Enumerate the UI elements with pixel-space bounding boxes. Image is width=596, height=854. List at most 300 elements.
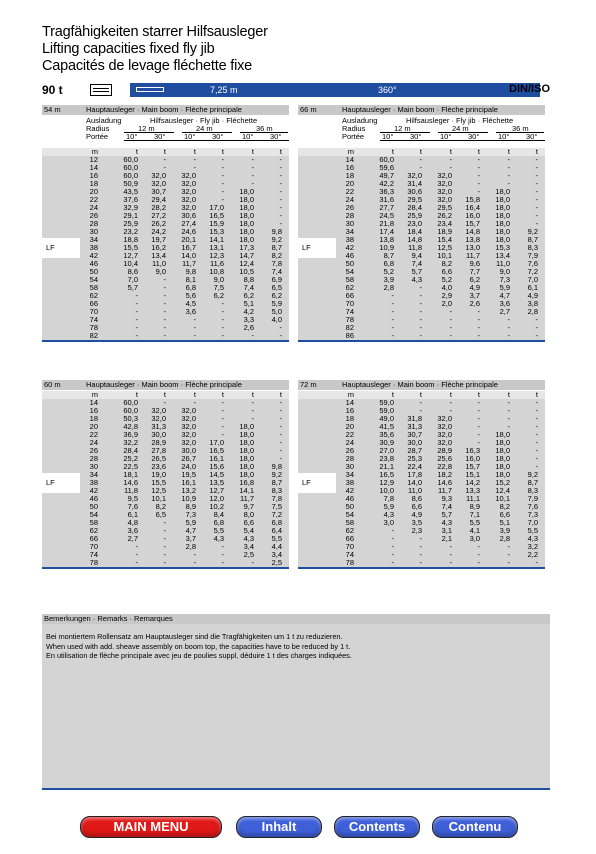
- capacity-cell: -: [163, 558, 166, 567]
- capacity-cell: 32,0: [151, 171, 166, 180]
- capacity-cell: 5,1: [499, 518, 510, 527]
- capacity-cell: 4,7: [499, 291, 510, 300]
- capacity-cell: 32,0: [437, 422, 452, 431]
- capacity-cell: -: [163, 163, 166, 172]
- outrigger-icon: [90, 84, 112, 96]
- capacity-cell: 16,0: [465, 454, 480, 463]
- jib-length: 36 m: [256, 124, 273, 133]
- capacity-cell: 42,2: [379, 179, 394, 188]
- capacity-cell: 15,1: [465, 470, 480, 479]
- capacity-cell: 3,3: [243, 315, 254, 324]
- capacity-cell: -: [391, 526, 394, 535]
- unit-label: t: [419, 390, 422, 399]
- capacity-cell: 18,0: [239, 227, 254, 236]
- capacity-cell: 7,0: [527, 275, 538, 284]
- capacity-cell: 3,9: [499, 526, 510, 535]
- capacity-cell: 12,7: [209, 486, 224, 495]
- capacity-cell: 32,0: [181, 430, 196, 439]
- capacity-cell: 2,7: [499, 307, 510, 316]
- portee-label: Portée: [342, 132, 365, 141]
- capacity-cell: -: [477, 414, 480, 423]
- capacity-cell: 50,9: [123, 179, 138, 188]
- capacity-cell: 60,0: [123, 163, 138, 172]
- capacity-cell: -: [221, 430, 224, 439]
- divider: [240, 132, 288, 133]
- capacity-cell: 32,0: [181, 195, 196, 204]
- radius-cell: 62: [345, 283, 354, 292]
- capacity-cell: 9,8: [271, 227, 282, 236]
- radius-cell: 28: [89, 219, 98, 228]
- radius-cell: 12: [89, 155, 98, 164]
- capacity-cell: -: [477, 430, 480, 439]
- capacity-cell: 16,4: [465, 203, 480, 212]
- radius-cell: 14: [345, 155, 354, 164]
- capacity-table-60m: [42, 380, 289, 569]
- contenu-button[interactable]: Contenu: [432, 816, 518, 838]
- capacity-cell: 30,6: [181, 211, 196, 220]
- capacity-cell: -: [507, 323, 510, 332]
- capacity-cell: -: [507, 550, 510, 559]
- divider: [124, 132, 174, 133]
- capacity-cell: -: [193, 315, 196, 324]
- capacity-cell: 28,4: [407, 203, 422, 212]
- capacity-cell: -: [221, 406, 224, 415]
- unit-label: t: [507, 390, 510, 399]
- capacity-cell: 27,8: [151, 446, 166, 455]
- capacity-cell: 4,0: [271, 315, 282, 324]
- capacity-cell: -: [535, 203, 538, 212]
- capacity-cell: 5,4: [243, 526, 254, 535]
- capacity-cell: 18,0: [495, 195, 510, 204]
- capacity-cell: -: [279, 446, 282, 455]
- capacity-cell: -: [163, 550, 166, 559]
- radius-cell: 74: [345, 550, 354, 559]
- capacity-cell: 18,0: [495, 438, 510, 447]
- capacity-cell: 6,8: [185, 283, 196, 292]
- capacity-bar: [42, 83, 550, 99]
- capacity-cell: -: [449, 163, 452, 172]
- capacity-cell: 12,4: [239, 259, 254, 268]
- capacity-cell: -: [535, 454, 538, 463]
- main-boom-label: Hauptausleger · Main boom · Flèche principale: [342, 105, 498, 114]
- capacity-cell: 23,0: [407, 219, 422, 228]
- capacity-cell: 6,1: [127, 510, 138, 519]
- capacity-cell: 37,6: [123, 195, 138, 204]
- radius-cell: 50: [345, 259, 354, 268]
- capacity-cell: 2,8: [383, 283, 394, 292]
- capacity-cell: 25,2: [123, 454, 138, 463]
- capacity-cell: 11,7: [239, 494, 254, 503]
- unit-label: m: [91, 390, 98, 399]
- capacity-cell: -: [391, 331, 394, 340]
- unit-label: m: [91, 147, 98, 156]
- capacity-cell: 13,8: [379, 235, 394, 244]
- capacity-cell: 9,2: [271, 235, 282, 244]
- main-boom-label: Hauptausleger · Main boom · Flèche principale: [342, 380, 498, 389]
- capacity-cell: -: [221, 422, 224, 431]
- capacity-cell: -: [535, 331, 538, 340]
- capacity-cell: -: [419, 283, 422, 292]
- capacity-cell: 29,4: [151, 195, 166, 204]
- capacity-cell: 14,1: [239, 486, 254, 495]
- capacity-cell: 6,2: [271, 291, 282, 300]
- radius-cell: 24: [89, 438, 98, 447]
- capacity-cell: 30,0: [181, 446, 196, 455]
- capacity-cell: 7,4: [411, 259, 422, 268]
- unit-label: t: [507, 147, 510, 156]
- capacity-cell: -: [477, 438, 480, 447]
- capacity-cell: -: [477, 307, 480, 316]
- capacity-cell: -: [193, 398, 196, 407]
- radius-cell: 20: [89, 187, 98, 196]
- capacity-cell: 9,0: [155, 267, 166, 276]
- capacity-cell: 4,9: [411, 510, 422, 519]
- capacity-cell: -: [477, 187, 480, 196]
- capacity-cell: 7,2: [527, 267, 538, 276]
- capacity-cell: -: [535, 323, 538, 332]
- column-header: [298, 116, 545, 148]
- radius-cell: 22: [89, 195, 98, 204]
- capacity-cell: 7,9: [527, 251, 538, 260]
- capacity-cell: 32,0: [181, 414, 196, 423]
- capacity-cell: -: [251, 558, 254, 567]
- radius-cell: 58: [89, 283, 98, 292]
- capacity-cell: 32,0: [181, 422, 196, 431]
- capacity-cell: -: [419, 315, 422, 324]
- capacity-cell: 16,2: [151, 243, 166, 252]
- capacity-cell: 17,4: [379, 227, 394, 236]
- capacity-cell: -: [279, 438, 282, 447]
- capacity-cell: -: [507, 163, 510, 172]
- capacity-cell: -: [279, 195, 282, 204]
- divider: [42, 788, 550, 790]
- capacity-cell: 8,3: [527, 243, 538, 252]
- capacity-cell: 7,4: [243, 283, 254, 292]
- jib-length: 7,25 m: [210, 85, 238, 95]
- unit-label: t: [279, 147, 282, 156]
- capacity-cell: 16,1: [181, 478, 196, 487]
- remark-line: When used with add. sheave assembly on boom top, the capacities have to be reduced by 1 t.: [46, 641, 351, 651]
- capacity-cell: -: [419, 398, 422, 407]
- capacity-cell: 32,0: [437, 195, 452, 204]
- radius-cell: 62: [345, 526, 354, 535]
- unit-label: t: [477, 147, 480, 156]
- capacity-cell: 12,5: [151, 486, 166, 495]
- capacity-table-66m: [298, 105, 545, 342]
- capacity-cell: 5,5: [527, 526, 538, 535]
- capacity-cell: 27,2: [151, 211, 166, 220]
- capacity-cell: -: [279, 155, 282, 164]
- capacity-cell: 8,9: [185, 502, 196, 511]
- capacity-cell: -: [477, 315, 480, 324]
- capacity-cell: 15,2: [495, 478, 510, 487]
- capacity-cell: -: [449, 155, 452, 164]
- capacity-cell: 3,1: [441, 526, 452, 535]
- capacity-cell: 10,5: [239, 267, 254, 276]
- capacity-cell: -: [135, 542, 138, 551]
- capacity-cell: 18,0: [239, 219, 254, 228]
- divider: [438, 132, 488, 133]
- capacity-cell: 32,0: [437, 438, 452, 447]
- capacity-cell: -: [535, 155, 538, 164]
- capacity-cell: -: [535, 422, 538, 431]
- capacity-cell: 18,0: [239, 195, 254, 204]
- angle-label: 10°: [242, 132, 254, 141]
- radius-cell: 18: [89, 414, 98, 423]
- capacity-cell: 7,1: [469, 510, 480, 519]
- boom-length: 60 m: [44, 380, 61, 389]
- unit-label: t: [535, 390, 538, 399]
- capacity-cell: 2,8: [185, 542, 196, 551]
- capacity-cell: 16,5: [209, 446, 224, 455]
- capacity-cell: -: [251, 414, 254, 423]
- contents-button[interactable]: Contents: [334, 816, 420, 838]
- radius-cell: 74: [89, 550, 98, 559]
- capacity-cell: 3,5: [411, 518, 422, 527]
- capacity-cell: -: [193, 163, 196, 172]
- table-row: [42, 332, 289, 340]
- capacity-cell: 18,0: [495, 462, 510, 471]
- capacity-cell: 12,0: [209, 494, 224, 503]
- capacity-cell: 18,0: [239, 430, 254, 439]
- main-menu-button[interactable]: MAIN MENU: [80, 816, 222, 838]
- unit-label: t: [477, 390, 480, 399]
- capacity-cell: 10,1: [151, 494, 166, 503]
- capacity-cell: 60,0: [123, 406, 138, 415]
- angle-label: 10°: [126, 132, 138, 141]
- capacity-cell: -: [477, 406, 480, 415]
- capacity-cell: 2,5: [271, 558, 282, 567]
- radius-cell: 20: [345, 422, 354, 431]
- capacity-cell: 3,4: [271, 550, 282, 559]
- radius-cell: 54: [345, 267, 354, 276]
- capacity-cell: -: [163, 398, 166, 407]
- capacity-cell: 3,6: [185, 307, 196, 316]
- capacity-cell: 8,7: [271, 243, 282, 252]
- capacity-cell: 14,0: [407, 478, 422, 487]
- capacity-cell: 24,5: [379, 211, 394, 220]
- capacity-cell: -: [391, 323, 394, 332]
- radius-cell: 18: [345, 171, 354, 180]
- capacity-cell: 31,3: [407, 422, 422, 431]
- capacity-cell: 5,0: [271, 307, 282, 316]
- capacity-cell: 7,0: [127, 275, 138, 284]
- radius-cell: 74: [345, 307, 354, 316]
- capacity-cell: -: [535, 406, 538, 415]
- capacity-cell: 27,0: [379, 446, 394, 455]
- unit-label: t: [391, 390, 394, 399]
- capacity-cell: 2,0: [441, 299, 452, 308]
- capacity-cell: -: [507, 558, 510, 567]
- capacity-cell: 13,4: [495, 251, 510, 260]
- capacity-cell: 30,7: [407, 430, 422, 439]
- capacity-cell: -: [163, 518, 166, 527]
- capacity-cell: -: [419, 163, 422, 172]
- capacity-cell: 6,6: [411, 502, 422, 511]
- capacity-cell: 30,6: [407, 187, 422, 196]
- inhalt-button[interactable]: Inhalt: [236, 816, 322, 838]
- capacity-cell: 2,5: [243, 550, 254, 559]
- capacity-cell: -: [391, 307, 394, 316]
- table-row: [298, 559, 545, 567]
- capacity-cell: -: [279, 163, 282, 172]
- capacity-cell: -: [419, 534, 422, 543]
- capacity-cell: 8,8: [243, 275, 254, 284]
- divider: [496, 132, 544, 133]
- capacity-cell: 32,0: [181, 406, 196, 415]
- capacity-cell: 30,0: [151, 430, 166, 439]
- capacity-cell: 7,5: [271, 502, 282, 511]
- capacity-cell: 28,4: [123, 446, 138, 455]
- capacity-cell: -: [193, 331, 196, 340]
- capacity-cell: -: [221, 155, 224, 164]
- capacity-cell: 5,5: [271, 534, 282, 543]
- radius-cell: 22: [345, 430, 354, 439]
- capacity-cell: -: [535, 211, 538, 220]
- remarks-body: [42, 624, 550, 788]
- capacity-cell: 32,2: [123, 438, 138, 447]
- radius-cell: 50: [89, 502, 98, 511]
- capacity-cell: 6,8: [383, 259, 394, 268]
- capacity-cell: -: [221, 414, 224, 423]
- capacity-cell: -: [221, 307, 224, 316]
- radius-cell: 54: [345, 510, 354, 519]
- capacity-cell: 6,2: [243, 291, 254, 300]
- radius-cell: 20: [345, 179, 354, 188]
- capacity-cell: -: [391, 558, 394, 567]
- capacity-cell: 15,5: [151, 478, 166, 487]
- radius-cell: 24: [89, 203, 98, 212]
- capacity-cell: 6,2: [213, 291, 224, 300]
- capacity-cell: 10,0: [379, 486, 394, 495]
- main-boom-label: Hauptausleger · Main boom · Flèche principale: [86, 105, 242, 114]
- capacity-cell: 15,4: [437, 235, 452, 244]
- capacity-cell: -: [163, 307, 166, 316]
- lf-label: LF: [302, 243, 311, 252]
- title-en: Lifting capacities fixed fly jib: [42, 41, 215, 57]
- remark-line: Bei montiertem Rollensatz am Hauptausleger sind die Tragfähigkeiten um 1 t zu reduzieren.: [46, 632, 343, 641]
- capacity-cell: -: [535, 187, 538, 196]
- capacity-cell: 8,7: [383, 251, 394, 260]
- radius-cell: 30: [345, 219, 354, 228]
- radius-cell: 22: [89, 430, 98, 439]
- capacity-cell: 59,0: [379, 406, 394, 415]
- radius-cell: 46: [345, 251, 354, 260]
- capacity-cell: 9,2: [527, 227, 538, 236]
- capacity-cell: -: [477, 422, 480, 431]
- capacity-cell: 15,5: [123, 243, 138, 252]
- radius-cell: 24: [345, 438, 354, 447]
- capacity-cell: -: [507, 171, 510, 180]
- capacity-cell: -: [419, 406, 422, 415]
- capacity-cell: 15,6: [209, 462, 224, 471]
- capacity-cell: 10,2: [209, 502, 224, 511]
- capacity-cell: -: [449, 558, 452, 567]
- capacity-cell: 3,4: [243, 542, 254, 551]
- capacity-cell: -: [477, 550, 480, 559]
- capacity-cell: 9,0: [213, 275, 224, 284]
- capacity-cell: 18,4: [407, 227, 422, 236]
- divider: [42, 340, 289, 342]
- capacity-cell: 2,8: [499, 534, 510, 543]
- radius-cell: 26: [345, 203, 354, 212]
- slew-range: 360°: [378, 85, 397, 95]
- capacity-cell: -: [135, 558, 138, 567]
- radius-cell: 38: [89, 243, 98, 252]
- table-header: [42, 105, 289, 116]
- capacity-cell: -: [419, 550, 422, 559]
- capacity-cell: -: [279, 414, 282, 423]
- capacity-cell: 32,0: [437, 187, 452, 196]
- capacity-cell: -: [251, 331, 254, 340]
- radius-cell: 22: [345, 187, 354, 196]
- capacity-cell: -: [221, 171, 224, 180]
- radius-cell: 66: [345, 534, 354, 543]
- capacity-cell: 9,8: [271, 462, 282, 471]
- capacity-cell: -: [477, 163, 480, 172]
- radius-cell: 14: [89, 163, 98, 172]
- capacity-cell: 18,0: [495, 227, 510, 236]
- capacity-cell: 5,1: [243, 299, 254, 308]
- capacity-cell: 18,0: [239, 446, 254, 455]
- capacity-cell: -: [221, 550, 224, 559]
- capacity-cell: 8,7: [527, 235, 538, 244]
- angle-label: 30°: [468, 132, 480, 141]
- capacity-cell: 30,9: [379, 438, 394, 447]
- capacity-cell: 13,0: [465, 243, 480, 252]
- capacity-cell: -: [477, 323, 480, 332]
- radius-cell: 28: [89, 454, 98, 463]
- portee-label: Portée: [86, 132, 109, 141]
- capacity-cell: 14,1: [209, 235, 224, 244]
- capacity-cell: -: [163, 155, 166, 164]
- remark-line: En utilisation de flèche principale avec jeu de poulies suppl, déduire 1 t des charges indiquées.: [46, 651, 352, 660]
- capacity-cell: -: [279, 454, 282, 463]
- capacity-cell: 8,2: [155, 502, 166, 511]
- capacity-cell: 17,8: [407, 470, 422, 479]
- radius-label: Radius: [86, 124, 110, 133]
- radius-cell: 58: [345, 275, 354, 284]
- capacity-cell: 6,2: [469, 275, 480, 284]
- capacity-cell: 7,6: [527, 259, 538, 268]
- capacity-cell: 8,7: [271, 478, 282, 487]
- capacity-cell: 25,3: [407, 454, 422, 463]
- angle-label: 10°: [382, 132, 394, 141]
- capacity-cell: 3,0: [383, 518, 394, 527]
- table-body: [42, 391, 289, 567]
- capacity-cell: 15,3: [209, 227, 224, 236]
- capacity-cell: 36,3: [379, 187, 394, 196]
- capacity-cell: 21,1: [379, 462, 394, 471]
- capacity-cell: -: [449, 542, 452, 551]
- capacity-cell: -: [419, 307, 422, 316]
- capacity-cell: -: [251, 398, 254, 407]
- lf-label-cell: [42, 473, 80, 493]
- capacity-cell: 25,9: [123, 219, 138, 228]
- capacity-cell: 24,2: [151, 227, 166, 236]
- capacity-cell: -: [535, 462, 538, 471]
- capacity-cell: 9,3: [441, 494, 452, 503]
- jib-configuration-bar: [130, 83, 540, 97]
- capacity-cell: -: [477, 542, 480, 551]
- capacity-cell: -: [221, 195, 224, 204]
- radius-cell: 86: [345, 331, 354, 340]
- capacity-cell: -: [279, 430, 282, 439]
- capacity-cell: 12,4: [495, 486, 510, 495]
- capacity-cell: -: [535, 171, 538, 180]
- capacity-cell: 17,0: [209, 203, 224, 212]
- capacity-cell: 8,6: [411, 494, 422, 503]
